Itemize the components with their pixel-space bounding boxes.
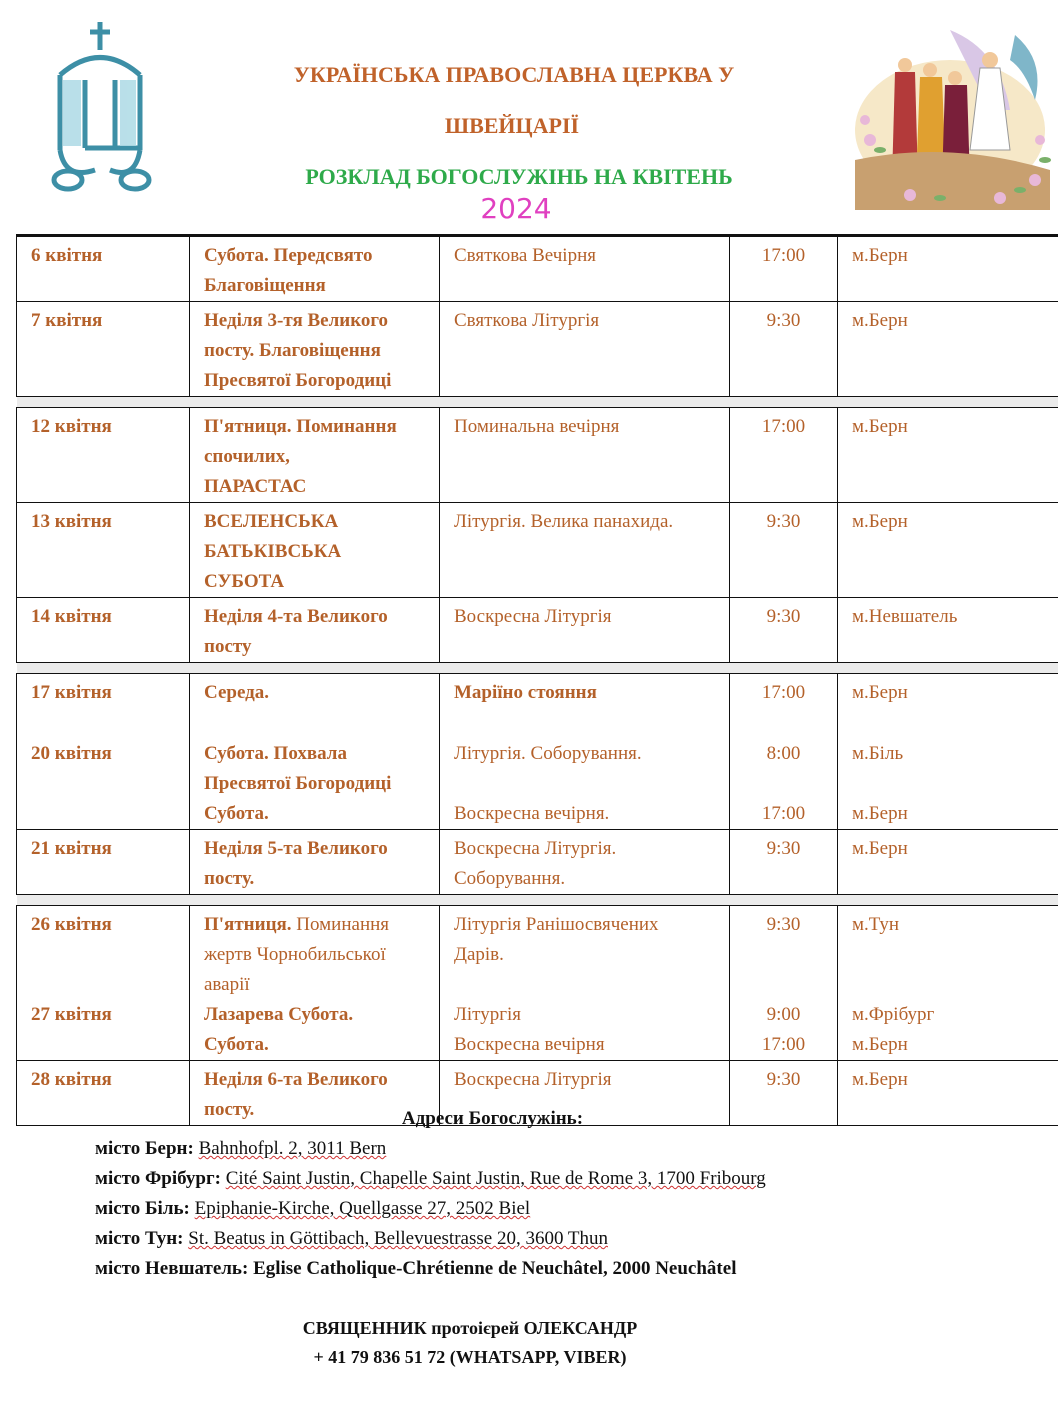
place-cell: м.Берн м.Біль м.Берн [838,674,1058,830]
table-spacer [17,663,1058,674]
place-cell: м.Берн [838,503,1058,598]
time-cell: 9:30 [730,598,838,663]
time-cell: 17:00 8:00 17:00 [730,674,838,830]
table-row [17,674,1058,830]
table-row [17,830,1058,895]
address-bern: місто Берн: Bahnhofpl. 2, 3011 Bern [95,1138,387,1159]
day-cell: ВСЕЛЕНСЬКА БАТЬКІВСЬКА СУБОТА [190,503,440,598]
schedule-subtitle: РОЗКЛАД БОГОСЛУЖІНЬ НА КВІТЕНЬ [305,164,733,189]
table-row [17,236,1058,302]
table-row [17,906,1058,1061]
time-cell: 9:30 [730,830,838,895]
service-cell: Воскресна Літургія [440,1061,730,1126]
day-cell: Середа. Субота. Похвала Пресвятої Богородиці Субота. [190,674,440,830]
date-cell: 14 квітня [17,598,190,663]
table-spacer [17,895,1058,906]
day-cell: Неділя 4-та Великого посту [190,598,440,663]
address-neuchatel: місто Невшатель: Eglise Catholique-Chrétienne de Neuchâtel, 2000 Neuchâtel [95,1258,737,1279]
time-cell: 9:30 [730,503,838,598]
date-cell: 28 квітня [17,1061,190,1126]
day-cell: Неділя 6-та Великого посту. [190,1061,440,1126]
place-cell: м.Берн [838,830,1058,895]
date-cell: 17 квітня 20 квітня [17,674,190,830]
day-cell: Субота. Передсвято Благовіщення [190,236,440,302]
priest-phone: + 41 79 836 51 72 (WHATSAPP, VIBER) [313,1347,627,1367]
time-cell: 9:30 [730,302,838,397]
date-cell: 21 квітня [17,830,190,895]
table-row [17,408,1058,503]
time-cell: 17:00 [730,408,838,503]
date-cell: 13 квітня [17,503,190,598]
table-row [17,503,1058,598]
table-row [17,302,1058,397]
day-cell: П'ятниця. Поминання спочилих, ПАРАСТАС [190,408,440,503]
priest-name: СВЯЩЕННИК протоієрей ОЛЕКСАНДР [302,1318,638,1338]
day-cell: П'ятниця. Поминання жертв Чорнобильської аварії Лазарева Субота. Субота. [190,906,440,1061]
place-cell: м.Тун м.Фрібург м.Берн [838,906,1058,1061]
day-cell: Неділя 3-тя Великого посту. Благовіщення Пресвятої Богородиці [190,302,440,397]
service-cell: Святкова Літургія [440,302,730,397]
address-thun: місто Тун: St. Beatus in Göttibach, Bellevuestrasse 20, 3600 Thun [95,1228,608,1249]
time-cell: 9:30 9:00 17:00 [730,906,838,1061]
place-cell: м.Берн [838,236,1058,302]
table-row [17,598,1058,663]
place-cell: м.Берн [838,1061,1058,1126]
service-cell: Поминальна вечірня [440,408,730,503]
service-cell: Святкова Вечірня [440,236,730,302]
place-cell: м.Берн [838,408,1058,503]
place-cell: м.Невшатель [838,598,1058,663]
service-cell: Маріїно стояння Літургія. Соборування. Воскресна вечірня. [440,674,730,830]
date-cell: 26 квітня 27 квітня [17,906,190,1061]
address-fribourg: місто Фрібург: Cité Saint Justin, Chapelle Saint Justin, Rue de Rome 3, 1700 Fribourg [95,1168,766,1189]
church-title: УКРАЇНСЬКА ПРАВОСЛАВНА ЦЕРКВА У [293,62,735,87]
table-spacer [17,397,1058,408]
time-cell: 17:00 [730,236,838,302]
schedule-year: 2024 [480,192,552,225]
church-title-country: ШВЕЙЦАРІЇ [444,113,580,138]
day-cell: Неділя 5-та Великого посту. [190,830,440,895]
address-biel: місто Біль: Epiphanie-Kirche, Quellgasse 27, 2502 Biel [95,1198,531,1219]
service-cell: Літургія. Велика панахида. [440,503,730,598]
service-cell: Воскресна Літургія [440,598,730,663]
date-cell: 12 квітня [17,408,190,503]
addresses-title: Адреси Богослужінь: [401,1108,584,1129]
place-cell: м.Берн [838,302,1058,397]
date-cell: 6 квітня [17,236,190,302]
service-cell: Літургія Ранішосвячених Дарів. Літургія Воскресна вечірня [440,906,730,1061]
service-cell: Воскресна Літургія. Соборування. [440,830,730,895]
time-cell: 9:30 [730,1061,838,1126]
date-cell: 7 квітня [17,302,190,397]
schedule-table [16,234,1058,1126]
